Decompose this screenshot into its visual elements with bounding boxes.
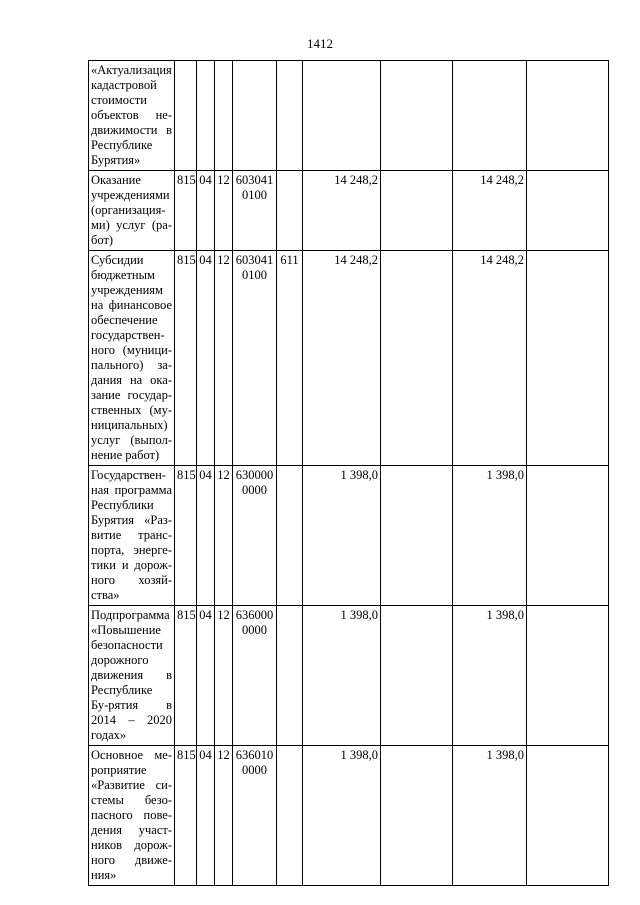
table-row	[89, 171, 609, 251]
amount-republic-cell: 1 398,0	[453, 466, 527, 606]
target-article-cell: 603041 0100	[233, 171, 277, 251]
section-code-cell: 04	[197, 746, 215, 886]
page-number: 1412	[307, 36, 333, 51]
subsection-code-cell: 12	[215, 606, 233, 746]
expense-type-cell	[277, 466, 303, 606]
table-row	[89, 746, 609, 886]
target-article-cell: 636010 0000	[233, 746, 277, 886]
ministry-code-cell: 815	[175, 251, 197, 466]
row-name-cell: Основное ме-роприятие «Развитие си-стемы безо-пасного пове-дения участ-ников дорож-ного движе-ния»	[89, 746, 175, 886]
amount-federal-cell	[381, 466, 453, 606]
amount-federal-cell	[381, 61, 453, 171]
budget-table	[88, 60, 609, 886]
amount-federal-cell	[381, 606, 453, 746]
amount-cell: 1 398,0	[303, 606, 381, 746]
row-name-cell: Субсидии бюджетным учреждениям на финансовое обеспечение государствен-ного (муници-пального) за-дания на ока-зание государ-ственных (му-ниципальных) услуг (выпол-нение работ)	[89, 251, 175, 466]
expense-type-cell	[277, 606, 303, 746]
amount-republic-cell: 1 398,0	[453, 746, 527, 886]
target-article-cell	[233, 61, 277, 171]
ministry-code-cell: 815	[175, 466, 197, 606]
amount-republic-cell: 14 248,2	[453, 251, 527, 466]
row-name-cell: Подпрограмма «Повышение безопасности дорожного движения в Республике Бу-рятия в 2014 – 2020 годах»	[89, 606, 175, 746]
amount-other-cell	[527, 606, 609, 746]
table-row	[89, 606, 609, 746]
amount-other-cell	[527, 466, 609, 606]
subsection-code-cell: 12	[215, 251, 233, 466]
section-code-cell: 04	[197, 606, 215, 746]
section-code-cell	[197, 61, 215, 171]
amount-other-cell	[527, 746, 609, 886]
subsection-code-cell: 12	[215, 466, 233, 606]
amount-cell	[303, 61, 381, 171]
target-article-cell: 636000 0000	[233, 606, 277, 746]
table-row	[89, 466, 609, 606]
amount-cell: 14 248,2	[303, 171, 381, 251]
amount-federal-cell	[381, 746, 453, 886]
ministry-code-cell: 815	[175, 606, 197, 746]
expense-type-cell	[277, 171, 303, 251]
subsection-code-cell: 12	[215, 171, 233, 251]
expense-type-cell	[277, 61, 303, 171]
amount-republic-cell	[453, 61, 527, 171]
row-name-cell: Государствен-ная программа Республики Бурятия «Раз-витие транс-порта, энерге-тики и дорож-ного хозяй-ства»	[89, 466, 175, 606]
section-code-cell: 04	[197, 251, 215, 466]
table-row	[89, 61, 609, 171]
target-article-cell: 603041 0100	[233, 251, 277, 466]
amount-federal-cell	[381, 171, 453, 251]
amount-other-cell	[527, 171, 609, 251]
section-code-cell: 04	[197, 466, 215, 606]
subsection-code-cell	[215, 61, 233, 171]
amount-cell: 1 398,0	[303, 746, 381, 886]
ministry-code-cell: 815	[175, 746, 197, 886]
amount-cell: 14 248,2	[303, 251, 381, 466]
amount-republic-cell: 1 398,0	[453, 606, 527, 746]
amount-other-cell	[527, 251, 609, 466]
row-name-cell: «Актуализация кадастровой стоимости объектов не-движимости в Республике Бурятия»	[89, 61, 175, 171]
expense-type-cell	[277, 746, 303, 886]
ministry-code-cell	[175, 61, 197, 171]
table-row	[89, 251, 609, 466]
amount-federal-cell	[381, 251, 453, 466]
target-article-cell: 630000 0000	[233, 466, 277, 606]
expense-type-cell: 611	[277, 251, 303, 466]
amount-other-cell	[527, 61, 609, 171]
subsection-code-cell: 12	[215, 746, 233, 886]
ministry-code-cell: 815	[175, 171, 197, 251]
section-code-cell: 04	[197, 171, 215, 251]
row-name-cell: Оказание учреждениями (организация-ми) услуг (ра-бот)	[89, 171, 175, 251]
amount-republic-cell: 14 248,2	[453, 171, 527, 251]
amount-cell: 1 398,0	[303, 466, 381, 606]
